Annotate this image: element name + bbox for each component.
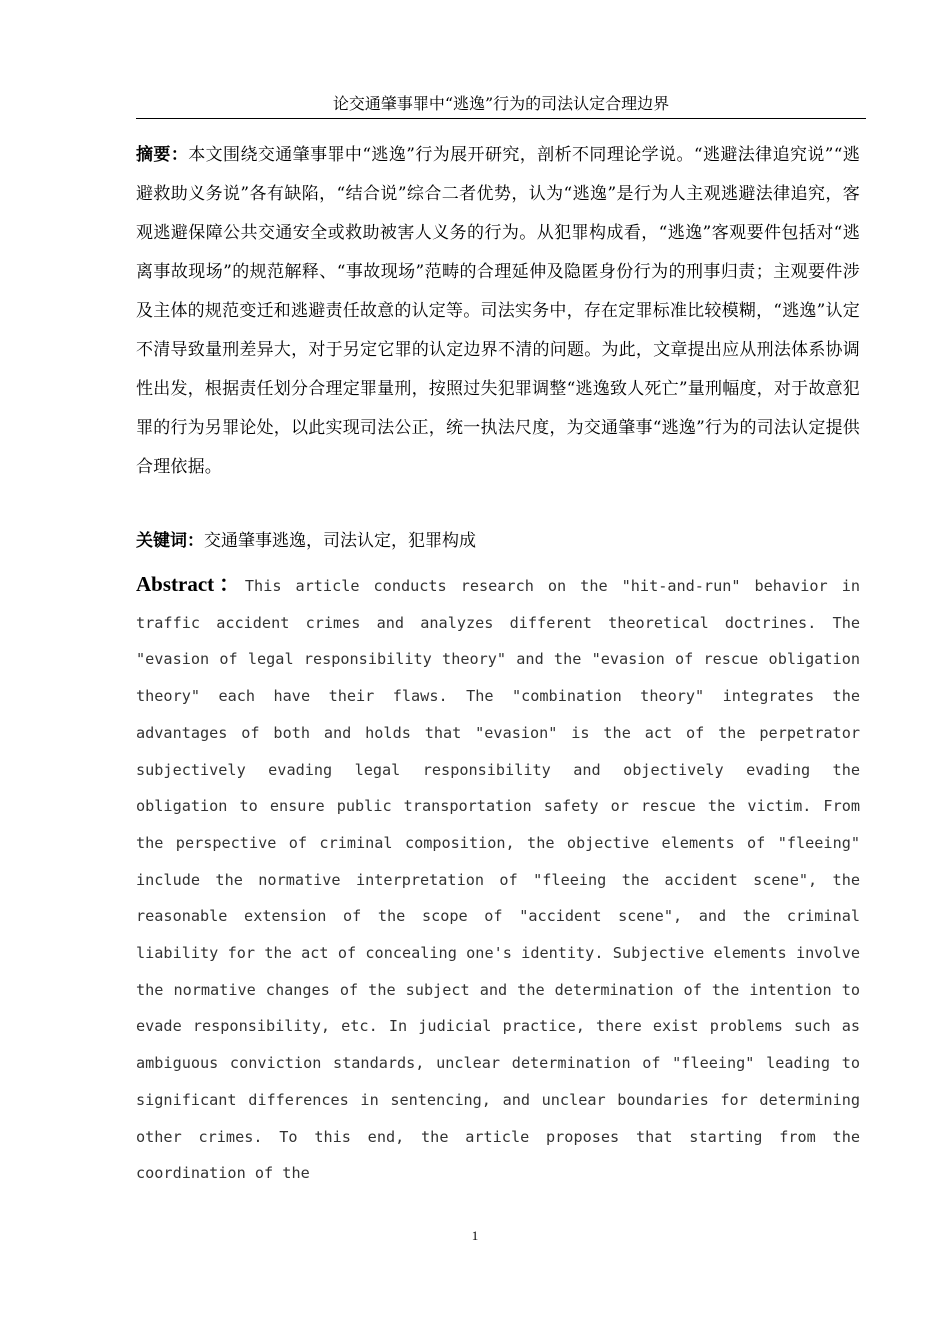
english-abstract bbox=[136, 566, 860, 1192]
chinese-abstract bbox=[136, 136, 860, 487]
keywords-text: 交通肇事逃逸，司法认定，犯罪构成 bbox=[204, 531, 476, 551]
english-abstract-label: Abstract： bbox=[136, 572, 245, 596]
page-number: 1 bbox=[471, 1228, 479, 1243]
keywords-label: 关键词： bbox=[136, 531, 204, 551]
english-abstract-text: This article conducts research on the "hit-and-run" behavior in traffic accident crimes and analyzes different theoretical doctrines. The "evasion of legal responsibility theory" and the "evasion of rescue obligation theory" each have their flaws. The "combination theory" integrates the advantages of both and holds that "evasion" is the act of the perpetrator subjectively evading legal responsibility and objectively evading the obligation to ensure public transportation safety or rescue the victim. From the perspective of criminal composition, the objective elements of "fleeing" include the normative interpretation of "fleeing the accident scene", the reasonable extension of the scope of "accident scene", and the criminal liability for the act of concealing one's identity. Subjective elements involve the normative changes of the subject and the determination of the intention to evade responsibility, etc. In judicial practice, there exist problems such as ambiguous conviction standards, unclear determination of "fleeing" leading to significant differences in sentencing, and unclear boundaries for determining other crimes. To this end, the article proposes that starting from the coordination of the bbox=[136, 577, 860, 1183]
running-header: 论交通肇事罪中“逃逸”行为的司法认定合理边界 bbox=[136, 92, 866, 119]
keywords bbox=[136, 524, 860, 558]
chinese-abstract-text: 本文围绕交通肇事罪中“逃逸”行为展开研究，剖析不同理论学说。“逃避法律追究说”“逃避救助义务说”各有缺陷，“结合说”综合二者优势，认为“逃逸”是行为人主观逃避法律追究，客观逃避保障公共交通安全或救助被害人义务的行为。从犯罪构成看，“逃逸”客观要件包括对“逃离事故现场”的规范解释、“事故现场”范畴的合理延伸及隐匿身份行为的刑事归责；主观要件涉及主体的规范变迁和逃避责任故意的认定等。司法实务中，存在定罪标准比较模糊，“逃逸”认定不清导致量刑差异大，对于另定它罪的认定边界不清的问题。为此，文章提出应从刑法体系协调性出发，根据责任划分合理定罪量刑，按照过失犯罪调整“逃逸致人死亡”量刑幅度，对于故意犯罪的行为另罪论处，以此实现司法公正，统一执法尺度，为交通肇事“逃逸”行为的司法认定提供合理依据。 bbox=[136, 145, 860, 477]
chinese-abstract-label: 摘要： bbox=[136, 145, 189, 165]
